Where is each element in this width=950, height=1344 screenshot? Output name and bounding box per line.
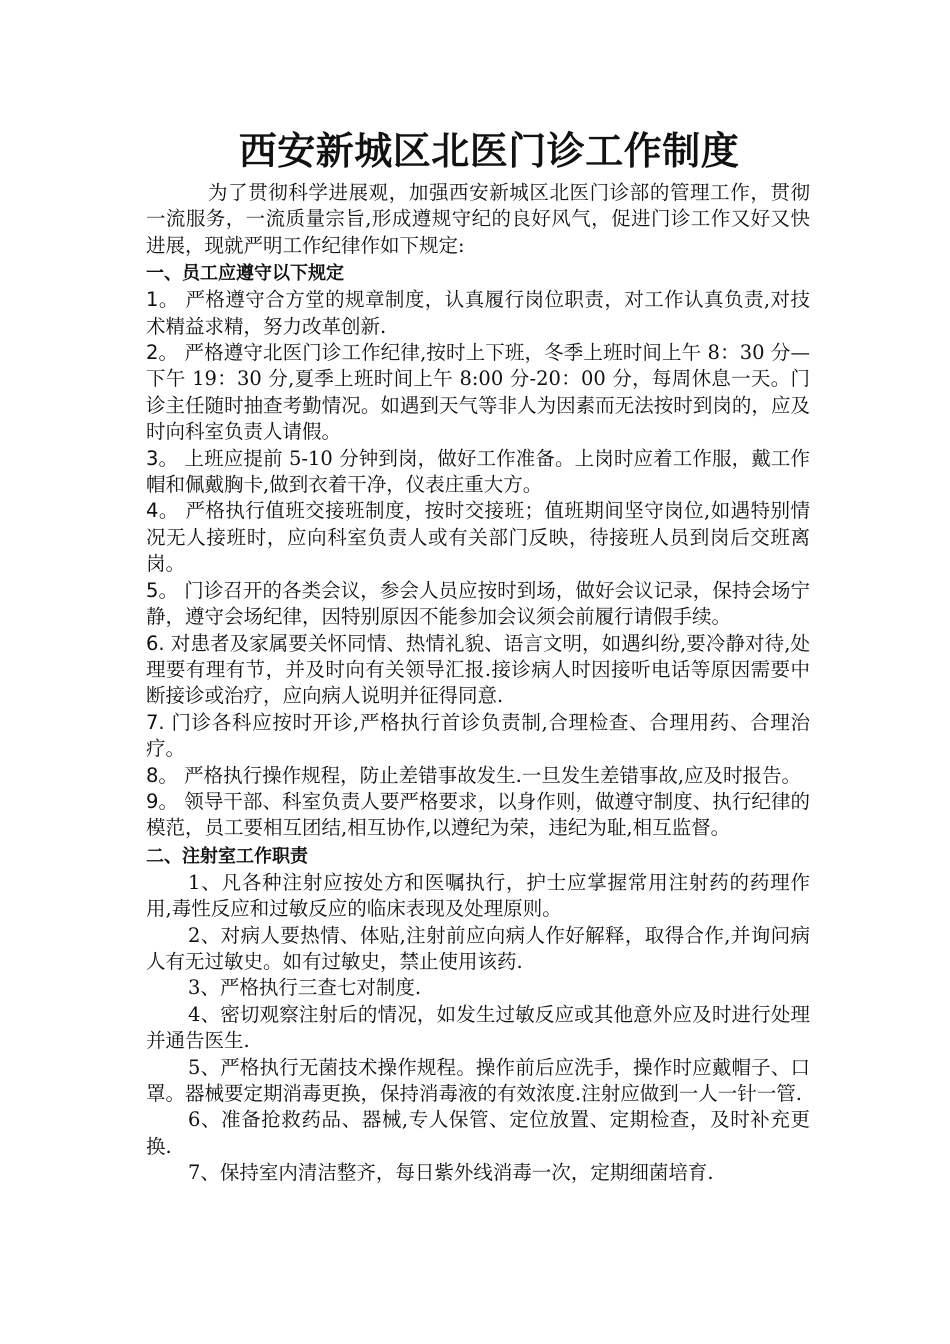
rule-item-7 bbox=[146, 710, 810, 763]
rule-number: 7. bbox=[146, 710, 165, 734]
duty-item-2: 2、对病人要热情、体贴,注射前应向病人作好解释，取得合作,并询问病人有无过敏史。如有过敏史，禁止使用该药. bbox=[146, 923, 810, 973]
document-page bbox=[146, 116, 810, 1187]
duty-item-4: 4、密切观察注射后的情况，如发生过敏反应或其他意外应及时进行处理并通告医生. bbox=[146, 1002, 810, 1053]
duty-item-1: 1、凡各种注射应按处方和医嘱执行，护士应掌握常用注射药的药理作用,毒性反应和过敏反应的临床表现及处理原则。 bbox=[146, 870, 810, 921]
rule-text: 严格执行操作规程，防止差错事故发生.一旦发生差错事故,应及时报告。 bbox=[177, 763, 802, 787]
rule-text: 上班应提前 5-10 分钟到岗，做好工作准备。上岗时应着工作服，戴工作帽和佩戴胸卡,做到衣着干净，仪表庄重大方。 bbox=[146, 446, 810, 497]
rule-number: 9。 bbox=[146, 789, 179, 813]
intro-paragraph: 为了贯彻科学进展观，加强西安新城区北医门诊部的管理工作，贯彻一流服务，一流质量宗旨,形成遵规守纪的良好风气，促进门诊工作又好又快进展，现就严明工作纪律作如下规定: bbox=[146, 181, 810, 257]
duty-item-6: 6、准备抢救药品、器械,专人保管、定位放置、定期检查，及时补充更换. bbox=[146, 1108, 810, 1158]
rule-item-1 bbox=[146, 287, 810, 340]
duty-item-7: 7、保持室内清洁整齐，每日紫外线消毒一次，定期细菌培育. bbox=[188, 1161, 714, 1185]
duty-item-3: 3、严格执行三查七对制度. bbox=[188, 976, 422, 1000]
rule-text: 对患者及家属要关怀同情、热情礼貌、语言文明，如遇纠纷,要冷静对待,处理要有理有节，并及时向有关领导汇报.接诊病人时因接听电话等原因需要中断接诊或治疗，应向病人说明并征得同意. bbox=[146, 631, 810, 708]
rule-number: 1。 bbox=[146, 288, 179, 312]
rule-number: 5。 bbox=[146, 578, 179, 602]
rule-text: 门诊各科应按时开诊,严格执行首诊负责制,合理检查、合理用药、合理治疗。 bbox=[146, 710, 810, 761]
rule-text: 门诊召开的各类会议，参会人员应按时到场，做好会议记录，保持会场宁静，遵守会场纪律，因特别原因不能参加会议须会前履行请假手续。 bbox=[146, 578, 810, 629]
rule-number: 2。 bbox=[146, 341, 179, 365]
duty-item-5: 5、严格执行无菌技术操作规程。操作前后应洗手，操作时应戴帽子、口罩。器械要定期消毒更换，保持消毒液的有效浓度.注射应做到一人一针一管. bbox=[146, 1055, 810, 1105]
rule-item-5 bbox=[146, 578, 810, 631]
rule-item-3 bbox=[146, 446, 810, 499]
rule-item-4 bbox=[146, 498, 810, 577]
rule-number: 3。 bbox=[146, 446, 179, 470]
section-2-heading: 二、注射室工作职责 bbox=[146, 845, 308, 867]
rule-number: 8。 bbox=[146, 763, 178, 787]
rule-item-2 bbox=[146, 340, 810, 446]
document-title: 西安新城区北医门诊工作制度 bbox=[238, 129, 740, 173]
rule-number: 4。 bbox=[146, 499, 179, 523]
rule-text: 严格遵守合方堂的规章制度，认真履行岗位职责，对工作认真负责,对技术精益求精，努力改革创新. bbox=[146, 288, 810, 338]
rule-text: 领导干部、科室负责人要严格要求，以身作则，做遵守制度、执行纪律的模范，员工要相互团结,相互协作,以遵纪为荣，违纪为耻,相互监督。 bbox=[146, 789, 810, 840]
rule-item-8 bbox=[146, 763, 810, 789]
rule-number: 6. bbox=[146, 631, 165, 655]
rule-text: 严格执行值班交接班制度，按时交接班；值班期间坚守岗位,如遇特别情况无人接班时，应向科室负责人或有关部门反映，待接班人员到岗后交班离岗。 bbox=[146, 499, 810, 576]
rule-text: 严格遵守北医门诊工作纪律,按时上下班，冬季上班时间上午 8：30 分—下午 19：30 分,夏季上班时间上午 8:00 分-20：00 分，每周休息一天。门诊主任随时抽查考勤情况。如遇到天气等非人为因素而无法按时到岗的，应及时向科室负责人请假。 bbox=[146, 341, 810, 444]
rule-item-9 bbox=[146, 789, 810, 842]
rule-item-6 bbox=[146, 631, 810, 710]
section-1-heading: 一、员工应遵守以下规定 bbox=[146, 263, 344, 285]
